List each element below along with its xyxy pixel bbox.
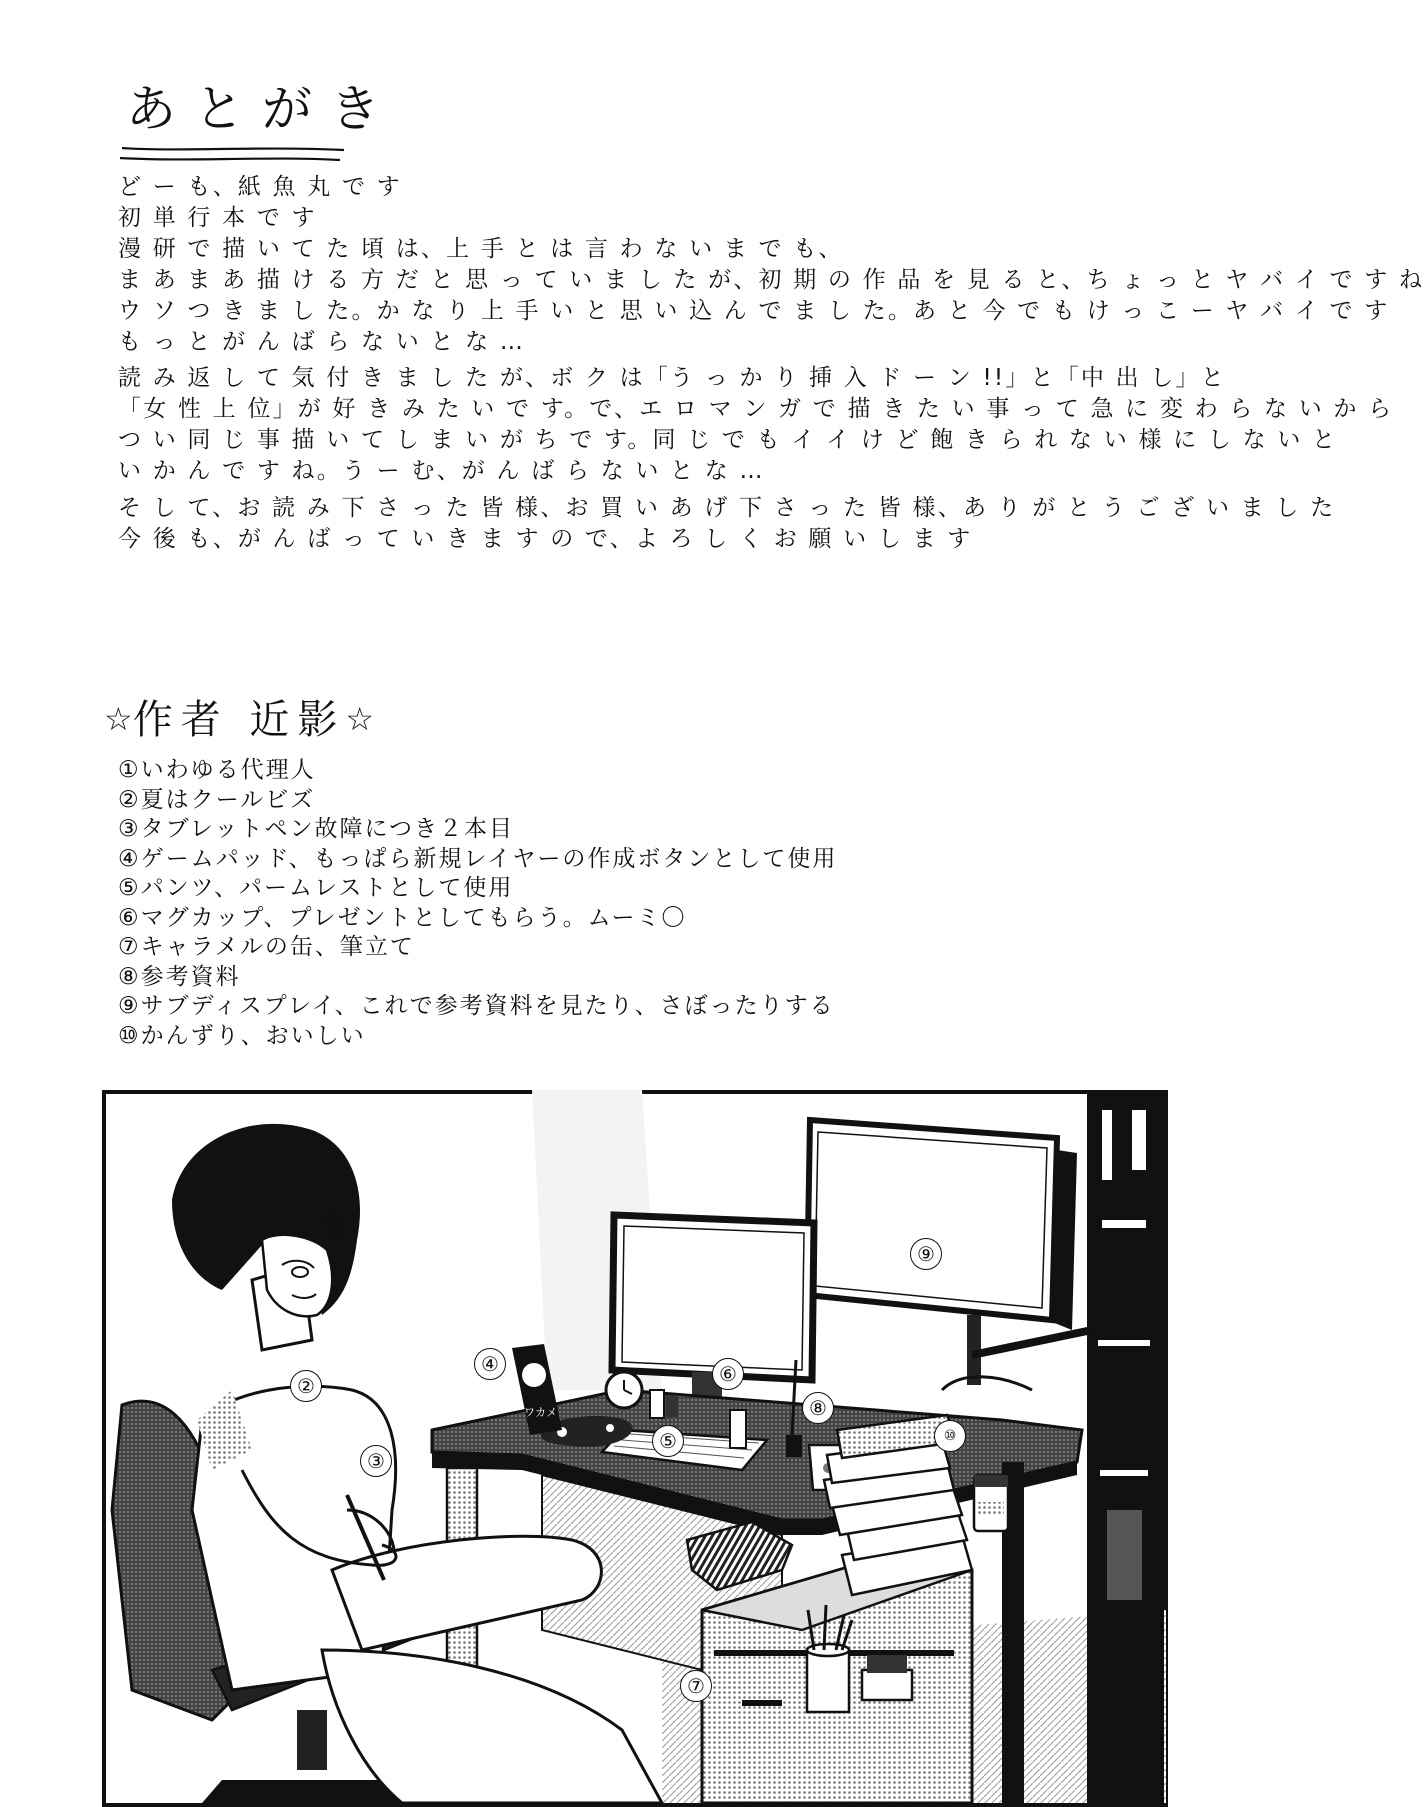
phone-text: ワカメ (524, 1406, 557, 1419)
list-item: ⑥マグカップ、プレゼントとしてもらう。ムーミ〇 (118, 904, 687, 931)
list-item: ②夏はクールビズ (118, 786, 316, 813)
author-photo-legend (118, 756, 837, 1051)
text-line: 初 単 行 本 で す (118, 205, 317, 231)
marker-6: ⑥ (712, 1358, 744, 1390)
text-line: ど ー も、紙 魚 丸 で す (118, 174, 402, 200)
marker-10: ⑩ (934, 1420, 966, 1452)
marker-4: ④ (474, 1348, 506, 1380)
marker-5: ⑤ (652, 1425, 684, 1457)
afterword-paragraph-1 (118, 172, 1424, 358)
text-line: そ し て、お 読 み 下 さ っ た 皆 様、お 買 い あ げ 下 さ っ た 皆 様、あ り が と う ご ざ い ま し た (118, 495, 1336, 521)
list-item: ④ゲームパッド、もっぱら新規レイヤーの作成ボタンとして使用 (118, 845, 838, 872)
text-line: 読 み 返 し て 気 付 き ま し た が、ボ ク は「う っ か り 挿 入 ド ー ン !!」と「中 出 し」と (118, 365, 1226, 391)
marker-3: ③ (360, 1445, 392, 1477)
star-icon: ☆ (345, 700, 375, 738)
marker-7: ⑦ (680, 1670, 712, 1702)
list-item: ⑧参考資料 (118, 963, 241, 990)
star-icon: ☆ (104, 700, 133, 738)
text-line: 漫 研 で 描 い て た 頃 は、上 手 と は 言 わ な い ま で も、 (118, 236, 844, 262)
marker-8: ⑧ (802, 1392, 834, 1424)
list-item: ⑨サブディスプレイ、これで参考資料を見たり、さぼったりする (118, 993, 835, 1019)
text-line: も っ と が ん ば ら な い と な … (118, 329, 526, 355)
text-line: 「女 性 上 位」が 好 き み た い で す。で、エ ロ マ ン ガ で 描 き た い 事 っ て 急 に 変 わ ら な い か ら (118, 396, 1394, 422)
bookshelf (1087, 1092, 1164, 1805)
list-item: ①いわゆる代理人 (118, 757, 316, 783)
list-item: ⑤パンツ、パームレストとして使用 (118, 875, 514, 901)
text-line: つ い 同 じ 事 描 い て し ま い が ち で す。同 じ で も イ イ け ど 飽 き ら れ な い 様 に し な い と (118, 427, 1338, 453)
marker-2: ② (290, 1370, 322, 1402)
list-item: ⑦キャラメルの缶、筆立て (118, 934, 415, 960)
text-line: ウ ソ つ き ま し た。か な り 上 手 い と 思 い 込 ん で ま し た。あ と 今 で も け っ こ ー ヤ バ イ で す (118, 298, 1390, 324)
text-line: い か ん で す ね。う ー む、が ん ば ら な い と な … (118, 458, 765, 484)
afterword-paragraph-2 (118, 363, 1393, 487)
afterword-header (118, 82, 408, 145)
text-line: 今 後 も、が ん ば っ て い き ま す の で、よ ろ し く お 願 い し ま す (118, 526, 973, 552)
kanzuri-jar (974, 1475, 1008, 1531)
list-item: ⑩かんずり、おいしい (118, 1022, 366, 1049)
marker-1: ① (317, 1208, 349, 1240)
list-item: ③タブレットペン故障につき２本目 (118, 816, 515, 842)
afterword-title: あとがき (126, 80, 398, 138)
author-photo-title-text: 作者 近影 (132, 697, 346, 743)
author-photo-title (104, 688, 374, 745)
author-illustration-panel (102, 1090, 1168, 1807)
afterword-paragraph-3 (118, 493, 1335, 555)
title-underline (118, 144, 348, 166)
marker-9: ⑨ (910, 1238, 942, 1270)
illustration-drawing (102, 1090, 1168, 1807)
text-line: ま あ ま あ 描 け る 方 だ と 思 っ て い ま し た が、初 期 の 作 品 を 見 る と、ち ょ っ と ヤ バ イ で す ね (118, 267, 1424, 293)
